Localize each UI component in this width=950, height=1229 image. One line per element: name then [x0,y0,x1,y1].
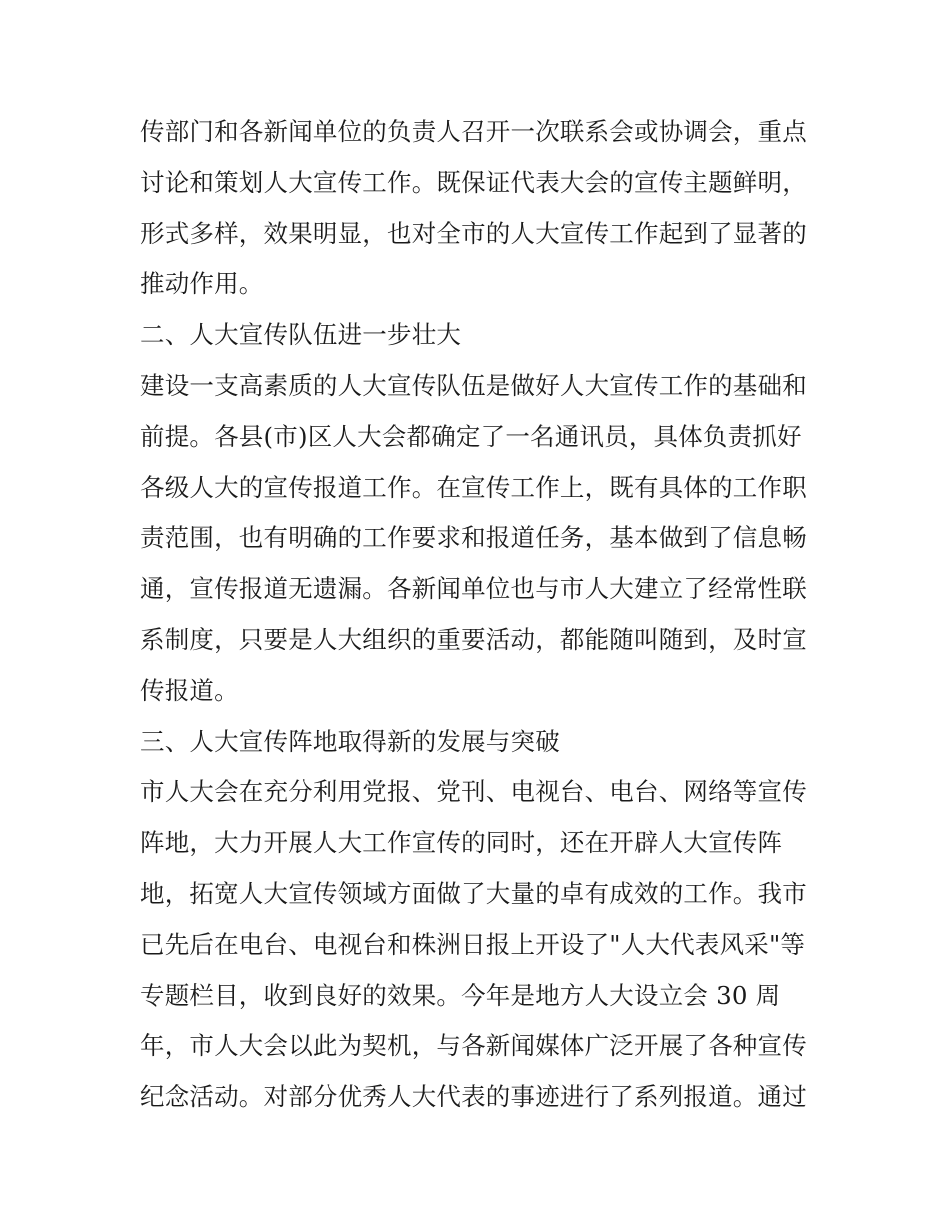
text-line: 系制度，只要是人大组织的重要活动，都能随叫随到，及时宣 [140,624,807,654]
section-heading: 三、人大宣传阵地取得新的发展与突破 [140,726,560,756]
text-line: 推动作用。 [140,269,264,299]
text-line: 年，市人大会以此为契机，与各新闻媒体广泛开展了各种宣传 [140,1031,807,1061]
text-line: 前提。各县(市)区人大会都确定了一名通讯员，具体负责抓好 [140,421,802,451]
text-line: 地，拓宽人大宣传领域方面做了大量的卓有成效的工作。我市 [140,878,807,908]
text-line: 专题栏目，收到良好的效果。今年是地方人大设立会 30 周 [140,980,781,1010]
text-line: 形式多样，效果明显，也对全市的人大宣传工作起到了显著的 [140,218,807,248]
text-line: 已先后在电台、电视台和株洲日报上开设了"人大代表风采"等 [140,929,806,959]
text-line: 责范围，也有明确的工作要求和报道任务，基本做到了信息畅 [140,523,807,553]
text-line: 通，宣传报道无遗漏。各新闻单位也与市人大建立了经常性联 [140,574,807,604]
text-line: 讨论和策划人大宣传工作。既保证代表大会的宣传主题鲜明， [140,167,807,197]
text-line: 阵地，大力开展人大工作宣传的同时，还在开辟人大宣传阵 [140,828,783,858]
document-body [140,107,830,1123]
text-line: 纪念活动。对部分优秀人大代表的事迹进行了系列报道。通过 [140,1082,807,1112]
text-line: 传报道。 [140,675,239,705]
text-line: 市人大会在充分利用党报、党刊、电视台、电台、网络等宣传 [140,777,807,807]
section-heading: 二、人大宣传队伍进一步壮大 [140,320,462,350]
text-line: 传部门和各新闻单位的负责人召开一次联系会或协调会，重点 [140,117,807,146]
text-line: 各级人大的宣传报道工作。在宣传工作上，既有具体的工作职 [140,472,807,502]
text-line: 建设一支高素质的人大宣传队伍是做好人大宣传工作的基础和 [140,370,807,400]
